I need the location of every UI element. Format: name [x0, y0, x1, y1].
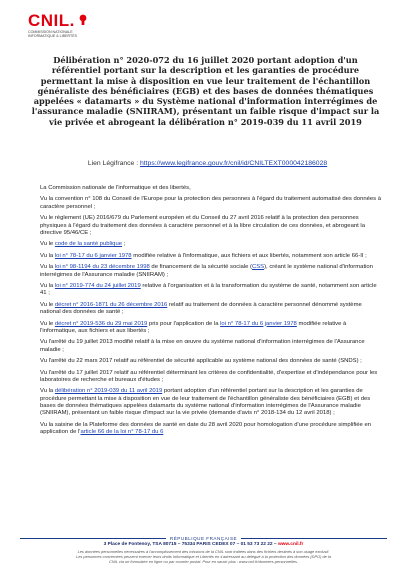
disclaimer-line: CNIL via un formulaire en ligne ou par courrier postal. Pour en savoir plus : www.cnil.fr/donnees-personnelles.	[109, 558, 298, 564]
logo-wordmark	[28, 12, 118, 29]
text: Vu le	[40, 301, 55, 308]
paragraph	[40, 253, 383, 260]
text: portant adoption d'un référentiel portant sur la description et les garanties de procédure permettant la mise à disposition en vue de leur traitement de l'échantillon généraliste des bénéficiaires (EGB) et des bases de données thématiques appelées datamarts du système national d'information interrégimes de l'Assurance maladie (SNIIRAM), présentant un faible risque d'impact sur la vie privée (demande d'avis n° 2018-134 du 12 avril 2018) ;	[40, 388, 371, 417]
disclaimer-line: Les personnes concernées peuvent exercer leurs droits Informatique et Libertés en s'adressant au délégué à la protection des données (DPO) de la	[76, 553, 331, 559]
legifrance-link[interactable]: https://www.legifrance.gouv.fr/cnil/id/CNILTEXT000042186028	[140, 160, 328, 167]
loi-98-1194-link[interactable]: loi n° 98-1194 du 23 décembre 1998	[54, 264, 150, 271]
text: Vu la	[40, 264, 55, 271]
disclaimer-line: Les données personnelles nécessaires à l'accomplissement des missions de la CNIL sont traitées dans des fichiers destinés à son usage exclusif.	[77, 548, 330, 554]
paragraph: La Commission nationale de l'informatique et des libertés,	[40, 185, 191, 191]
paragraph: Vu le règlement (UE) 2016/679 du Parlement européen et du Conseil du 27 avril 2016 relatif à la protection des personnes physiques à l'égard du traitement des données à caractère personnel et à la libre circulation de ces données, et abrogeant la directive 95/46/CE ;	[40, 215, 365, 236]
republique-banner	[20, 536, 387, 541]
text: ;	[122, 241, 126, 248]
page-footer	[20, 536, 387, 564]
loi-78-17-link[interactable]: loi n° 78-17 du 6 janvier 1978	[220, 320, 297, 327]
text: Vu le	[40, 320, 55, 327]
text: relative à l'organisation et à la transformation du système de santé, notamment son article 41 ;	[40, 283, 377, 297]
footer-address	[20, 542, 387, 547]
paragraph	[40, 264, 383, 279]
divider	[241, 538, 387, 539]
text: modifiée relative à l'informatique, aux fichiers et aux libertés, notamment son article 66-II ;	[131, 252, 367, 259]
text: de financement de la sécurité sociale (	[149, 264, 252, 271]
paragraph	[40, 302, 383, 317]
text: Vu la	[40, 388, 55, 395]
paragraph	[40, 422, 383, 437]
text: Vu la	[40, 252, 55, 259]
text: relatif au traitement de données à caractère personnel dénommé système national des données de santé ;	[40, 301, 362, 316]
document-body	[40, 185, 383, 441]
logo-subtitle	[28, 30, 118, 38]
code-sante-link[interactable]: code de la santé publique	[54, 241, 123, 248]
paragraph: Vu l'arrêté du 17 juillet 2017 relatif au référentiel déterminant les critères de confidentialité, d'expertise et d'indépendance pour les laboratoires de recherche et bureaux d'études ;	[40, 369, 378, 383]
footer-disclaimer	[20, 549, 387, 564]
divider	[20, 538, 166, 539]
paragraph	[40, 241, 383, 248]
logo-subtitle-line: INFORMATIQUE & LIBERTÉS	[28, 34, 77, 39]
text: Vu le	[40, 241, 55, 248]
cnil-logo	[28, 12, 118, 38]
paragraph	[40, 388, 383, 417]
paragraph: Vu l'arrêté du 19 juillet 2013 modifié relatif à la mise en œuvre du système national d'information interrégimes de l'Assurance maladie ;	[40, 339, 365, 353]
text: Vu la saisine de la Plateforme des données de santé en date du 28 avril 2020 pour homologation d'une procédure simplifiée en application de l'	[40, 421, 372, 436]
legifrance-label: Lien Légifrance :	[87, 160, 140, 167]
logo-subtitle-line: COMMISSION NATIONALE	[28, 30, 73, 34]
loi-2019-774-link[interactable]: loi n° 2019-774 du 24 juillet 2019	[54, 283, 141, 290]
text: Vu la	[40, 283, 55, 290]
logo-text: CNIL.	[28, 11, 75, 30]
address-text: 3 Place de Fontenoy, TSA 80715 – 75334 PARIS CEDEX 07 – 01 53 73 22 22 –	[103, 542, 278, 547]
legifrance-link-row	[28, 160, 387, 167]
paragraph	[40, 321, 383, 336]
article-66-link[interactable]: article 66 de la loi n° 78-17 du 6	[80, 429, 164, 436]
text: pris pour l'application de la	[147, 320, 221, 327]
text: modifiée relative à l'informatique, aux fichiers et aux libertés ;	[40, 320, 347, 334]
republique-label: RÉPUBLIQUE FRANÇAISE	[169, 536, 238, 541]
website-link[interactable]: www.cnil.fr	[277, 542, 304, 547]
loi-78-17-link[interactable]: loi n° 78-17 du 6 janvier 1978	[54, 252, 132, 259]
paragraph	[40, 283, 383, 298]
paragraph: Vu la convention n° 108 du Conseil de l'Europe pour la protection des personnes à l'égard du traitement automatisé des données à caractère personnel ;	[40, 196, 382, 210]
keyhole-icon	[77, 13, 89, 27]
document-title: Délibération n° 2020-072 du 16 juillet 2020 portant adoption d'un référentiel portant sur la description et les garanties de procédure permettant la mise à disposition en vue leur traitement de l'échantillon généraliste des bénéficiaires (EGB) et des bases de données thématiques appelées « datamarts » du Système national d'information interrégimes de l'assurance maladie (SNIIRAM), présentant un faible risque d'impact sur la vie privée et abrogeant la délibération n° 2019-039 du 11 avril 2019	[31, 55, 380, 127]
paragraph: Vu l'arrêté du 22 mars 2017 relatif au référentiel de sécurité applicable au système national des données de santé (SNDS) ;	[40, 358, 362, 365]
text: ), créant le système national d'information interrégimes de l'Assurance maladie (SNIIRAM) ;	[40, 264, 373, 278]
decret-2016-1871-link[interactable]: décret n° 2016-1871 du 26 décembre 2016	[54, 301, 168, 308]
deliberation-2019-039-link[interactable]: délibération n° 2019-039 du 11 avril 2019	[54, 388, 163, 395]
decret-2019-536-link[interactable]: décret n° 2019-536 du 29 mai 2019	[54, 320, 148, 327]
css-link[interactable]: CSS	[251, 264, 265, 271]
